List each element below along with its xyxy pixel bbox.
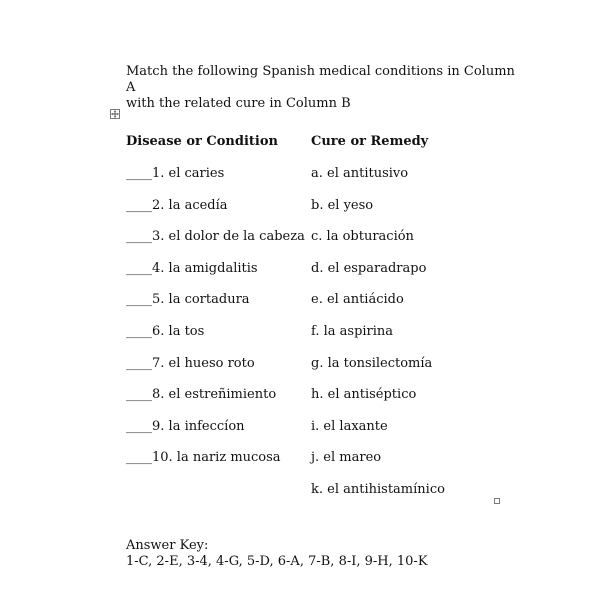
column-b-item-c: c. la obturación xyxy=(311,229,414,245)
answer-key-answers: 1-C, 2-E, 3-4, 4-G, 5-D, 6-A, 7-B, 8-I, 9-H, 10-K xyxy=(126,554,428,569)
column-a-item-3: ____3. el dolor de la cabeza xyxy=(126,229,305,245)
column-a-item-7: ____7. el hueso roto xyxy=(126,355,255,371)
column-b-item-k: k. el antihistamínico xyxy=(311,481,445,497)
column-a-header: Disease or Condition xyxy=(126,134,278,149)
column-b-item-e: e. el antiácido xyxy=(311,292,404,308)
instructions-line-1: Match the following Spanish medical conditions in Column A xyxy=(126,64,515,95)
column-a-item-6: ____6. la tos xyxy=(126,323,205,339)
table-resize-handle-icon[interactable] xyxy=(494,498,500,504)
column-b-item-h: h. el antiséptico xyxy=(311,387,417,403)
column-a-item-2: ____2. la acedía xyxy=(126,197,228,213)
column-b-item-j: j. el mareo xyxy=(311,450,382,466)
move-arrows-icon xyxy=(111,110,119,118)
column-a-item-5: ____5. la cortadura xyxy=(126,292,250,308)
answer-key-label: Answer Key: xyxy=(126,538,209,553)
column-b-item-f: f. la aspirina xyxy=(311,323,394,339)
column-a-item-10: ____10. la nariz mucosa xyxy=(126,450,281,466)
column-a-item-8: ____8. el estreñimiento xyxy=(126,387,277,403)
column-b-item-a: a. el antitusivo xyxy=(311,166,409,181)
column-a-item-4: ____4. la amigdalitis xyxy=(126,260,258,276)
column-b xyxy=(311,134,501,514)
column-b-item-d: d. el esparadrapo xyxy=(311,260,427,276)
column-b-header: Cure or Remedy xyxy=(311,134,429,149)
column-b-item-g: g. la tonsilectomía xyxy=(311,355,433,371)
column-a-item-1: ____1. el caries xyxy=(126,166,225,181)
answer-key xyxy=(126,538,428,570)
column-b-item-i: i. el laxante xyxy=(311,418,388,434)
instructions xyxy=(126,64,526,112)
table-move-handle-icon[interactable] xyxy=(110,109,120,119)
column-a-item-9: ____9. la infeccíon xyxy=(126,418,245,434)
instructions-line-2: with the related cure in Column B xyxy=(126,96,351,111)
column-a xyxy=(126,134,306,482)
column-b-item-b: b. el yeso xyxy=(311,197,374,213)
